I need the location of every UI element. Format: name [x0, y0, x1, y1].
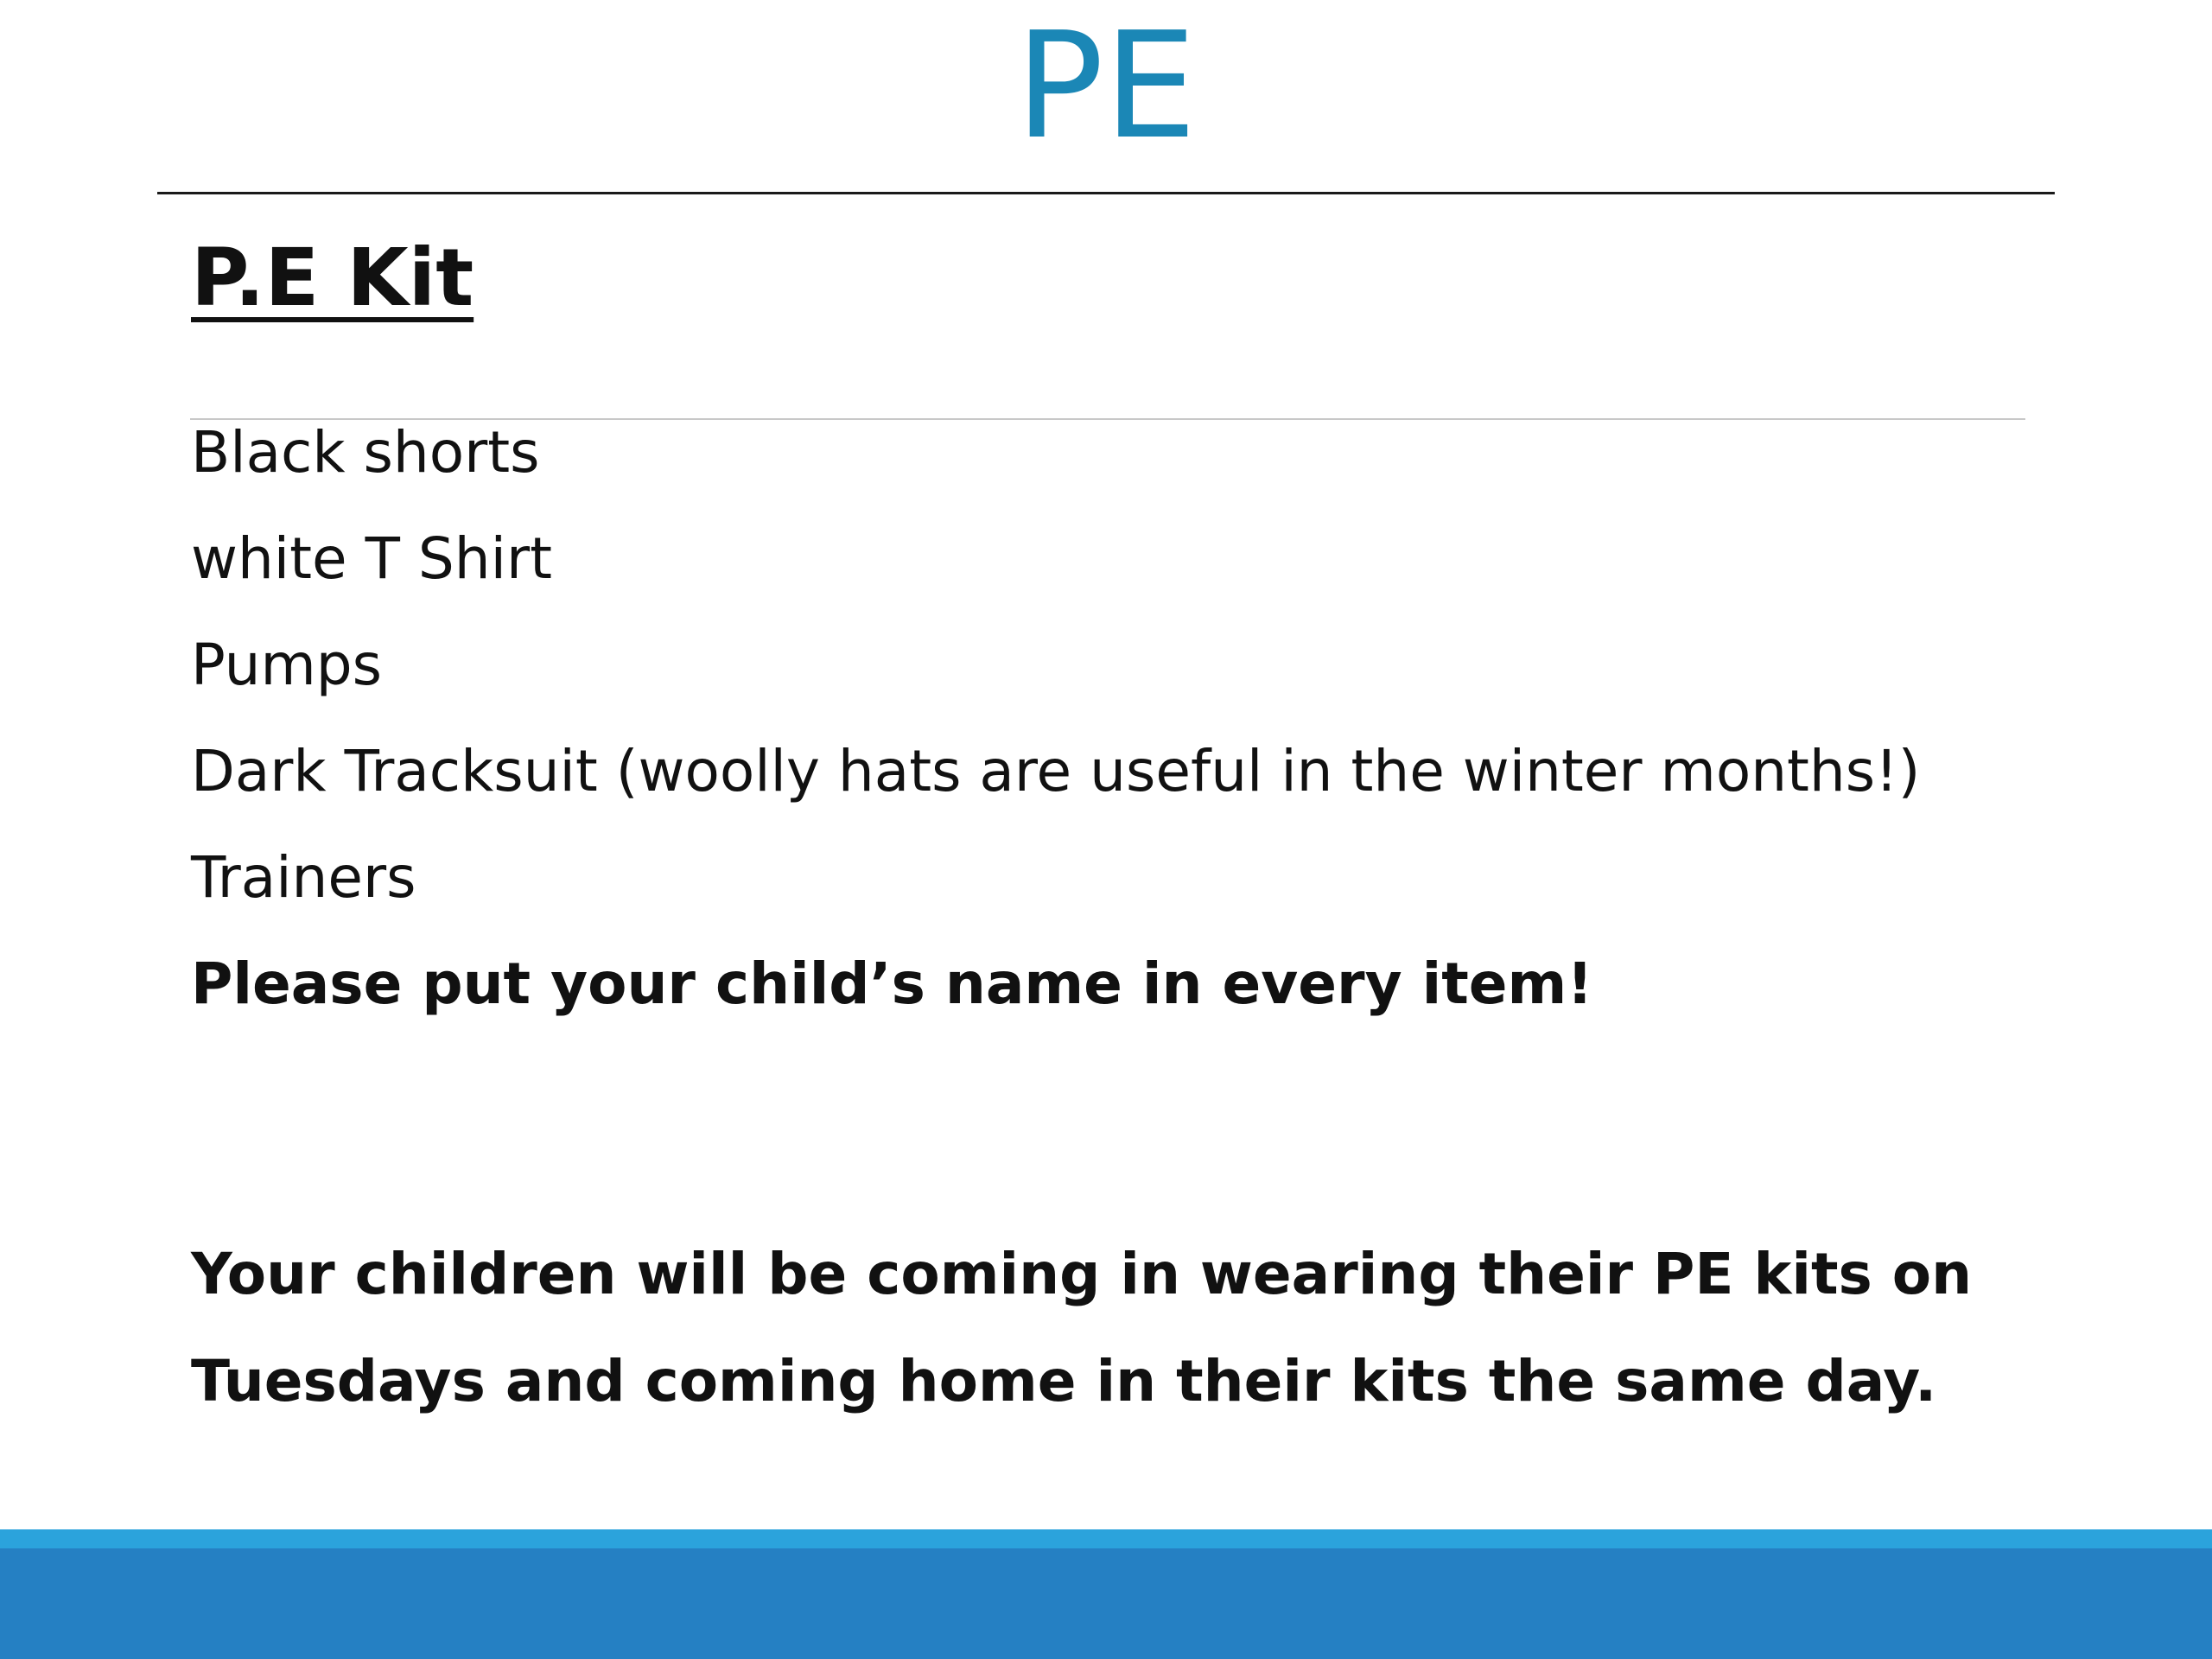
slide-title: PE: [1015, 1, 1197, 172]
list-item: white T Shirt: [191, 525, 552, 592]
footer-bar: [0, 1548, 2212, 1659]
kit-list: [191, 399, 1920, 1037]
pe-day-notice: [191, 1221, 1972, 1435]
notice-line: Tuesdays and coming home in their kits the same day.: [191, 1348, 1937, 1414]
footer-accent-stripe: [0, 1529, 2212, 1548]
notice-line: Your children will be coming in wearing their PE kits on: [191, 1241, 1973, 1307]
list-item: Black shorts: [191, 419, 540, 486]
list-item: Trainers: [191, 844, 416, 911]
name-reminder: Please put your child’s name in every item!: [191, 950, 1593, 1017]
list-item: Pumps: [191, 632, 383, 698]
list-item: Dark Tracksuit (woolly hats are useful in the winter months!): [191, 738, 1921, 804]
section-heading: P.E Kit: [191, 232, 474, 324]
title-divider: [157, 192, 2055, 194]
